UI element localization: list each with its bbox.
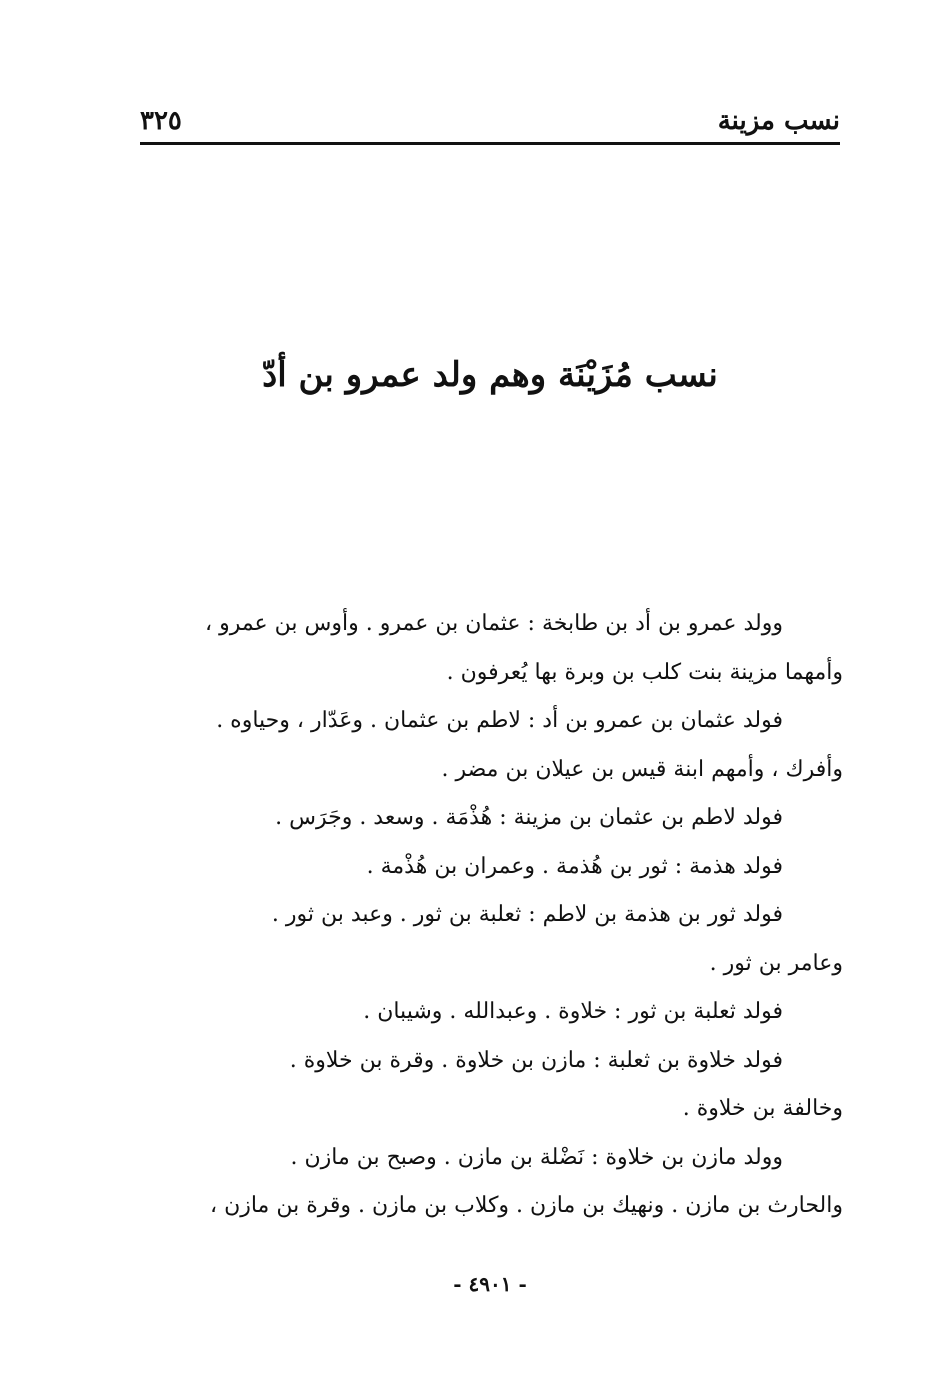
text-line: فولد لاطم بن عثمان بن مزينة : هُذْمَة . وسعد . وجَرَس . [275,805,783,830]
text-line: وعامر بن ثور . [709,950,843,976]
text-line: وأفرك ، وأمهم ابنة قيس بن عيلان بن مضر . [441,756,843,782]
page-number: ٣٢٥ [140,106,182,136]
text-line: والحارث بن مازن . ونهيك بن مازن . وكلاب بن مازن . وقرة بن مازن ، [209,1193,843,1218]
running-header [140,96,840,136]
running-title: نسب مزينة [717,106,840,136]
chapter-title: نسب مُزَيْنَة وهم ولد عمرو بن أدّ [262,355,718,395]
footer-page-code: - ٤٩٠١ - [453,1272,527,1296]
text-line: فولد ثور بن هذمة بن لاطم : ثعلبة بن ثور . وعبد بن ثور . [271,902,783,927]
body-text [137,600,843,1231]
text-line: فولد ثعلبة بن ثور : خلاوة . وعبدالله . وشيبان . [363,999,783,1024]
header-divider [140,142,840,145]
text-line: وأمهما مزينة بنت كلب بن وبرة بها يُعرفون . [446,659,843,685]
text-line: وولد مازن بن خلاوة : نَضْلة بن مازن . وصبح بن مازن . [290,1144,783,1170]
text-line: وولد عمرو بن أد بن طابخة : عثمان بن عمرو . وأوس بن عمرو ، [204,611,783,636]
text-line: فولد هذمة : ثور بن هُذمة . وعمران بن هُذْمة . [366,853,783,879]
text-line: وخالفة بن خلاوة . [682,1096,843,1121]
text-line: فولد عثمان بن عمرو بن أد : لاطم بن عثمان . وعَدّار ، وحياوه . [216,708,783,733]
text-line: فولد خلاوة بن ثعلبة : مازن بن خلاوة . وقرة بن خلاوة . [289,1047,783,1073]
